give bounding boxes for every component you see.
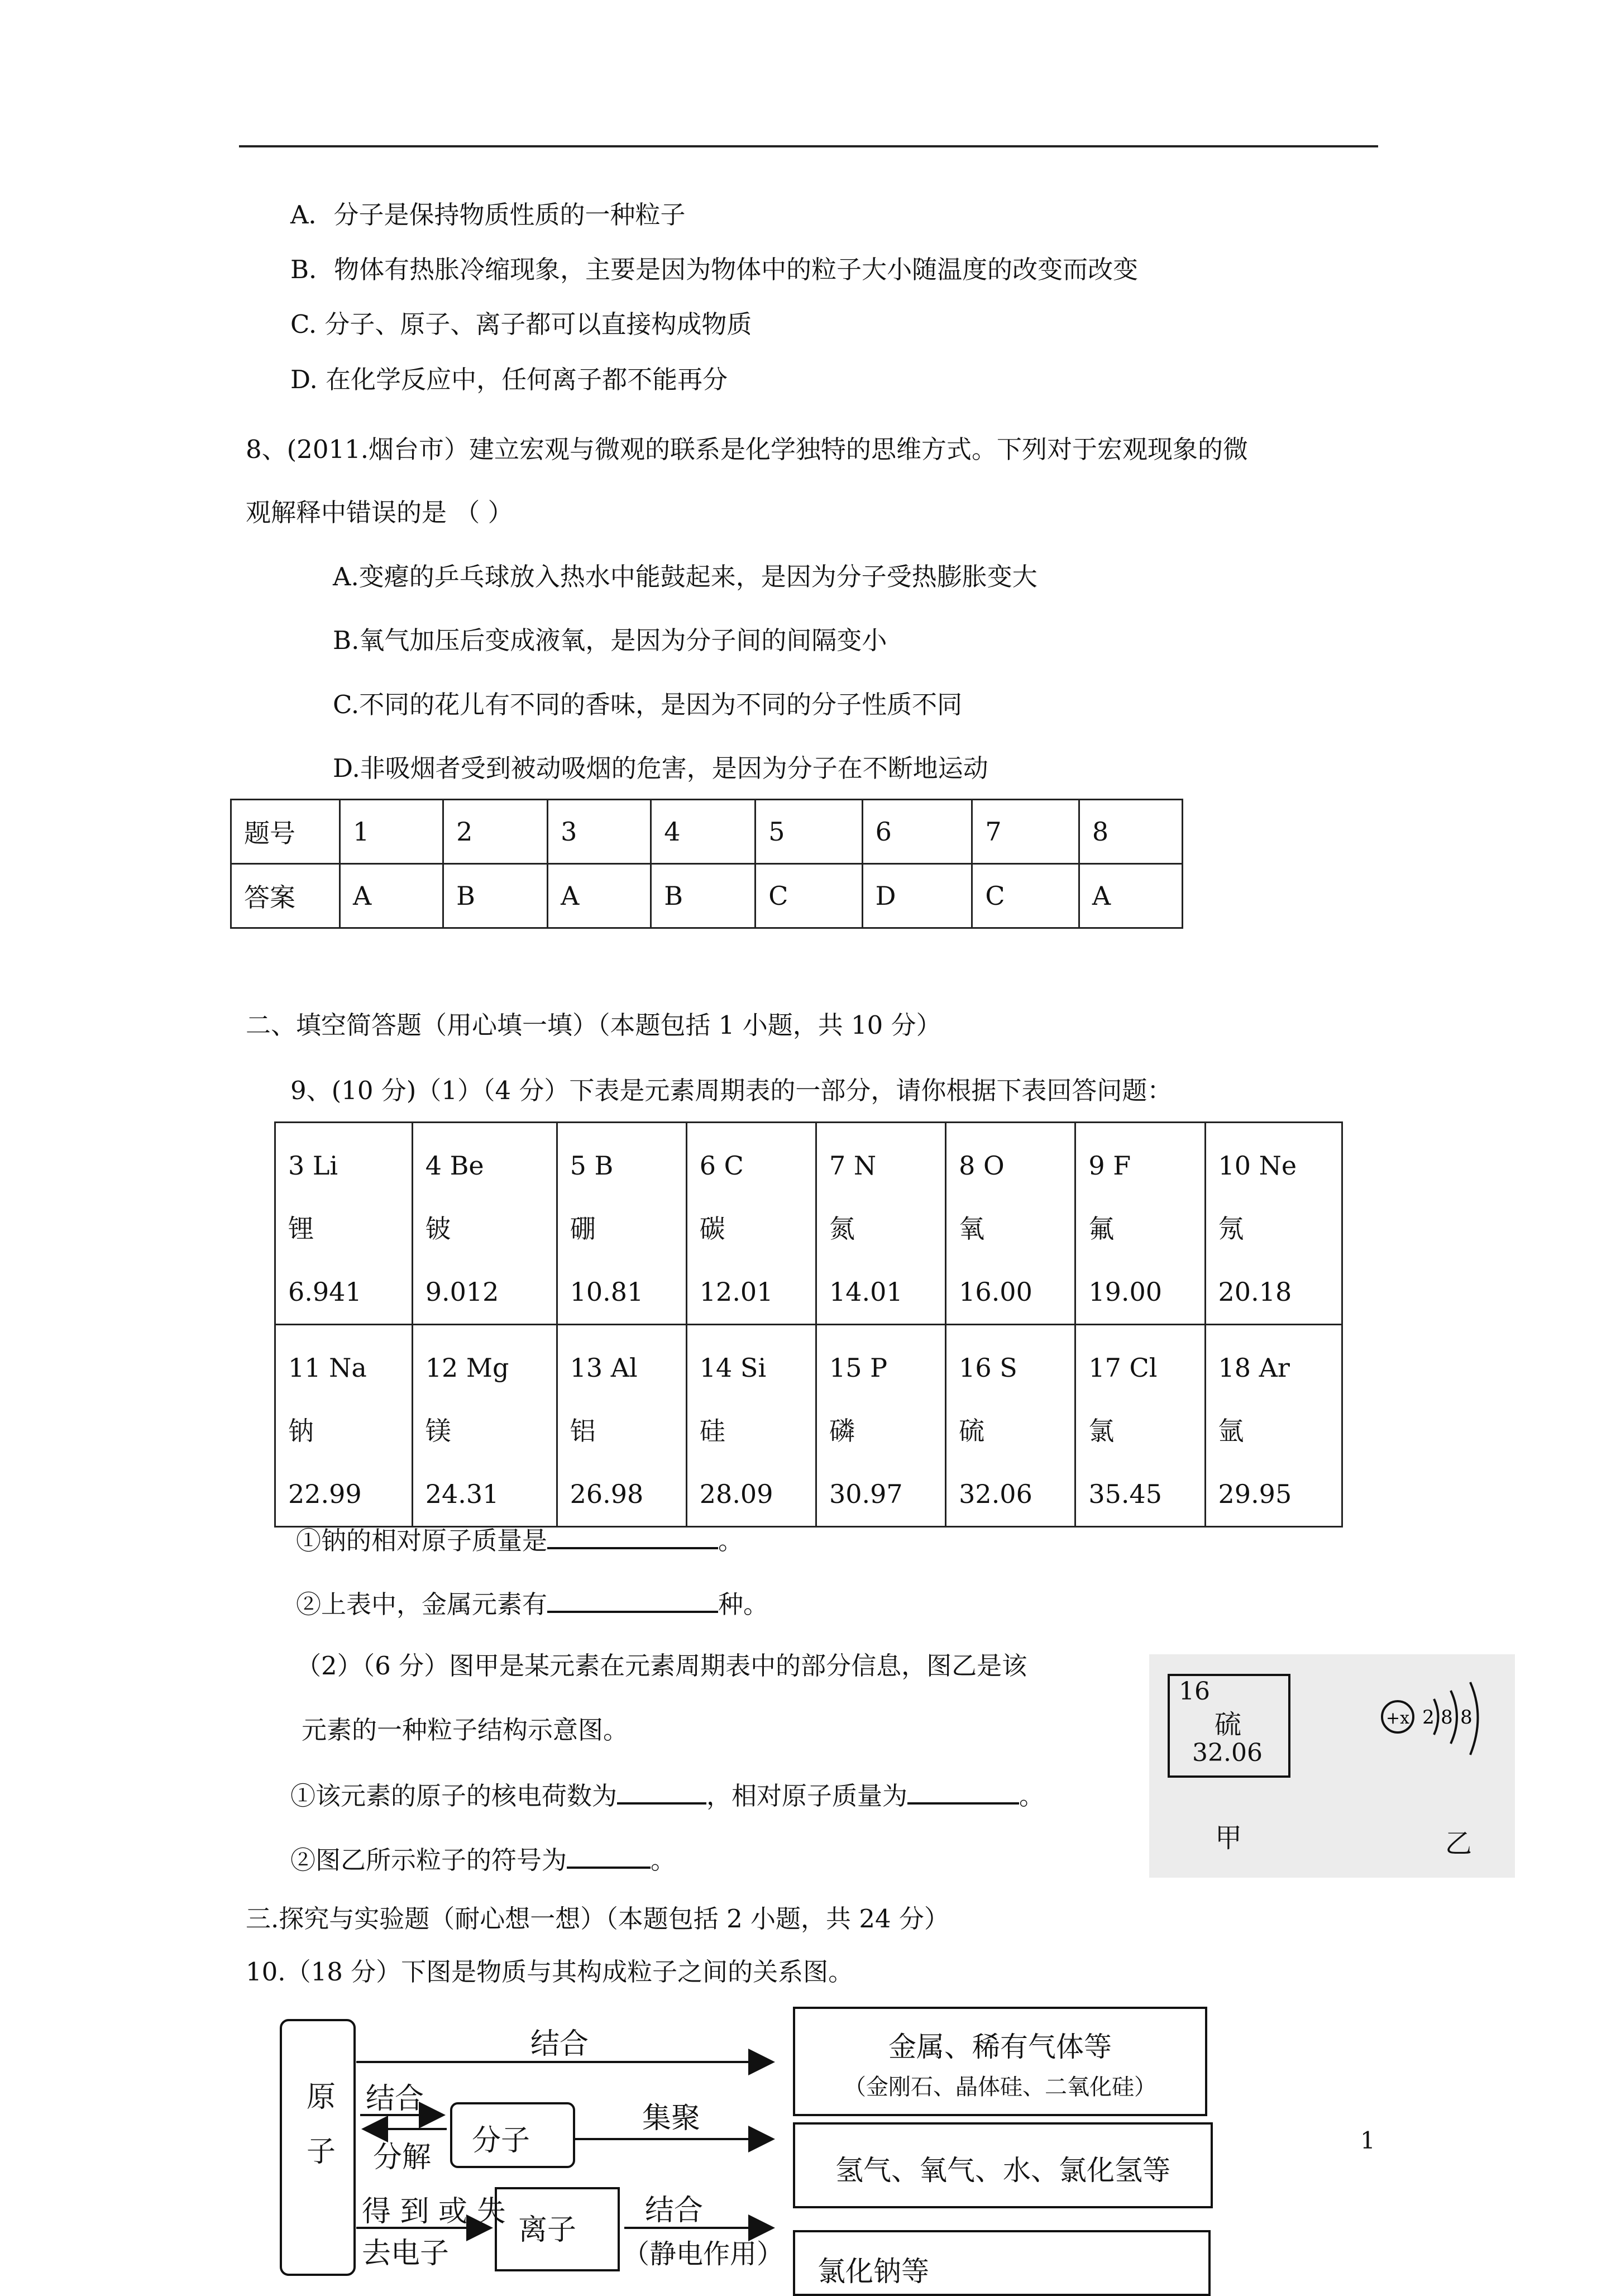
answer-cell: 4 — [651, 800, 756, 864]
q7-option-d: D. 在化学反应中，任何离子都不能再分 — [290, 365, 728, 394]
q9-intro: 9、(10 分)（1）（4 分）下表是元素周期表的一部分，请你根据下表回答问题： — [290, 1076, 1173, 1105]
element-cell-f: 9 F 氟 19.00 — [1075, 1123, 1205, 1325]
answer-cell: B — [651, 864, 756, 928]
figure-label-jia: 甲 — [1215, 1822, 1242, 1854]
q7-option-a: A．分子是保持物质性质的一种粒子 — [290, 200, 686, 230]
answer-cell: 2 — [443, 800, 548, 864]
figure-label-yi: 乙 — [1445, 1828, 1472, 1859]
shell-count: 2 — [1422, 1706, 1435, 1729]
element-cell-ar: 18 Ar 氩 29.95 — [1205, 1325, 1342, 1527]
atomic-number: 16 — [1179, 1677, 1210, 1706]
element-cell-mg: 12 Mg 镁 24.31 — [412, 1325, 557, 1527]
answer-cell: 3 — [548, 800, 651, 864]
section2-title: 二、填空简答题（用心填一填）（本题包括 1 小题，共 10 分） — [246, 1010, 941, 1040]
label-gain-lose-1: 得 到 或 失 — [362, 2195, 506, 2228]
q8-option-c: C.不同的花儿有不同的香味，是因为不同的分子性质不同 — [333, 690, 963, 719]
ionic-substances-label: 氯化钠等 — [817, 2255, 929, 2288]
atomic-mass: 32.06 — [1192, 1739, 1263, 1767]
element-cell-n: 7 N 氮 14.01 — [816, 1123, 945, 1325]
metals-box — [793, 2007, 1207, 2116]
element-cell-be: 4 Be 铍 9.012 — [412, 1123, 557, 1325]
label-combine-top: 结合 — [530, 2027, 589, 2061]
answer-cell: 1 — [340, 800, 443, 864]
answer-cell: D — [862, 864, 972, 928]
answer-cell: A — [1079, 864, 1182, 928]
label-combine-ion: 结合 — [645, 2194, 704, 2227]
q8-option-a: A.变瘪的乒乓球放入热水中能鼓起来，是因为分子受热膨胀变大 — [333, 562, 1038, 591]
answer-cell: A — [340, 864, 443, 928]
molecular-substances-label: 氢气、氧气、水、氯化氢等 — [835, 2154, 1170, 2187]
label-gain-lose-2: 去电子 — [362, 2237, 450, 2270]
element-cell-ne: 10 Ne 氖 20.18 — [1205, 1123, 1342, 1325]
label-decompose: 分解 — [373, 2141, 432, 2174]
answer-cell: 答案 — [231, 864, 340, 928]
shell-count: 8 — [1441, 1706, 1453, 1729]
answer-cell: 8 — [1079, 800, 1182, 864]
element-cell-cl: 17 Cl 氯 35.45 — [1075, 1325, 1205, 1527]
element-cell-b: 5 B 硼 10.81 — [557, 1123, 686, 1325]
answer-cell: C — [972, 864, 1079, 928]
element-cell-si: 14 Si 硅 28.09 — [686, 1325, 816, 1527]
label-combine-left: 结合 — [366, 2082, 424, 2116]
atom-label-top: 原 — [306, 2080, 336, 2114]
q9-part2-line1: （2）（6 分）图甲是某元素在元素周期表中的部分信息，图乙是该 — [296, 1651, 1027, 1681]
q9-part2-item2: ②图乙所示粒子的符号为 。 — [290, 1842, 676, 1876]
molecule-label: 分子 — [472, 2124, 530, 2157]
answer-cell: 6 — [862, 800, 972, 864]
answer-cell: 题号 — [231, 800, 340, 864]
q9-part2-line2: 元素的一种粒子结构示意图。 — [302, 1715, 629, 1745]
element-cell-na: 11 Na 钠 22.99 — [275, 1325, 413, 1527]
q8-option-d: D.非吸烟者受到被动吸烟的危害，是因为分子在不断地运动 — [333, 753, 988, 783]
ionic-substances-box — [793, 2230, 1211, 2296]
label-gather: 集聚 — [642, 2102, 701, 2135]
page-number: 1 — [1360, 2127, 1375, 2154]
q8-option-b: B.氧气加压后变成液氧，是因为分子间的间隔变小 — [333, 626, 887, 655]
q9-part2-item1: ①该元素的原子的核电荷数为 ，相对原子质量为 。 — [290, 1778, 1044, 1812]
q7-option-b: B．物体有热胀冷缩现象，主要是因为物体中的粒子大小随温度的改变而改变 — [290, 255, 1139, 284]
q8-stem-line1: 8、(2011.烟台市）建立宏观与微观的联系是化学独特的思维方式。下列对于宏观现象的微 — [246, 435, 1249, 464]
metals-box-subtitle: （金刚石、晶体硅、二氧化硅） — [844, 2074, 1156, 2100]
nucleus-charge: +x — [1385, 1708, 1410, 1728]
ion-label: 离子 — [518, 2213, 577, 2247]
q9-item2: ②上表中，金属元素有 种。 — [296, 1586, 768, 1620]
q9-item1: ①钠的相对原子质量是 。 — [296, 1522, 743, 1557]
q10-intro: 10.（18 分）下图是物质与其构成粒子之间的关系图。 — [246, 1957, 854, 1987]
shell-count: 8 — [1460, 1706, 1472, 1729]
molecular-substances-box — [793, 2122, 1213, 2208]
q8-stem-line2: 观解释中错误的是 （ ） — [246, 498, 513, 527]
answer-cell: C — [756, 864, 862, 928]
element-cell-al: 13 Al 铝 26.98 — [557, 1325, 686, 1527]
element-cell-li: 3 Li 锂 6.941 — [275, 1123, 413, 1325]
element-name: 硫 — [1215, 1709, 1242, 1740]
element-cell-c: 6 C 碳 12.01 — [686, 1123, 816, 1325]
answer-cell: B — [443, 864, 548, 928]
label-electrostatic: （静电作用） — [623, 2238, 784, 2270]
section3-title: 三.探究与实验题（耐心想一想）（本题包括 2 小题，共 24 分） — [246, 1904, 949, 1934]
element-cell-o: 8 O 氧 16.00 — [946, 1123, 1075, 1325]
metals-box-title: 金属、稀有气体等 — [888, 2031, 1112, 2063]
answer-cell: 7 — [972, 800, 1079, 864]
answer-cell: A — [548, 864, 651, 928]
element-cell-p: 15 P 磷 30.97 — [816, 1325, 945, 1527]
atom-label-bottom: 子 — [306, 2135, 336, 2169]
element-cell-s: 16 S 硫 32.06 — [946, 1325, 1075, 1527]
answer-cell: 5 — [756, 800, 862, 864]
q7-option-c: C. 分子、原子、离子都可以直接构成物质 — [290, 309, 752, 339]
